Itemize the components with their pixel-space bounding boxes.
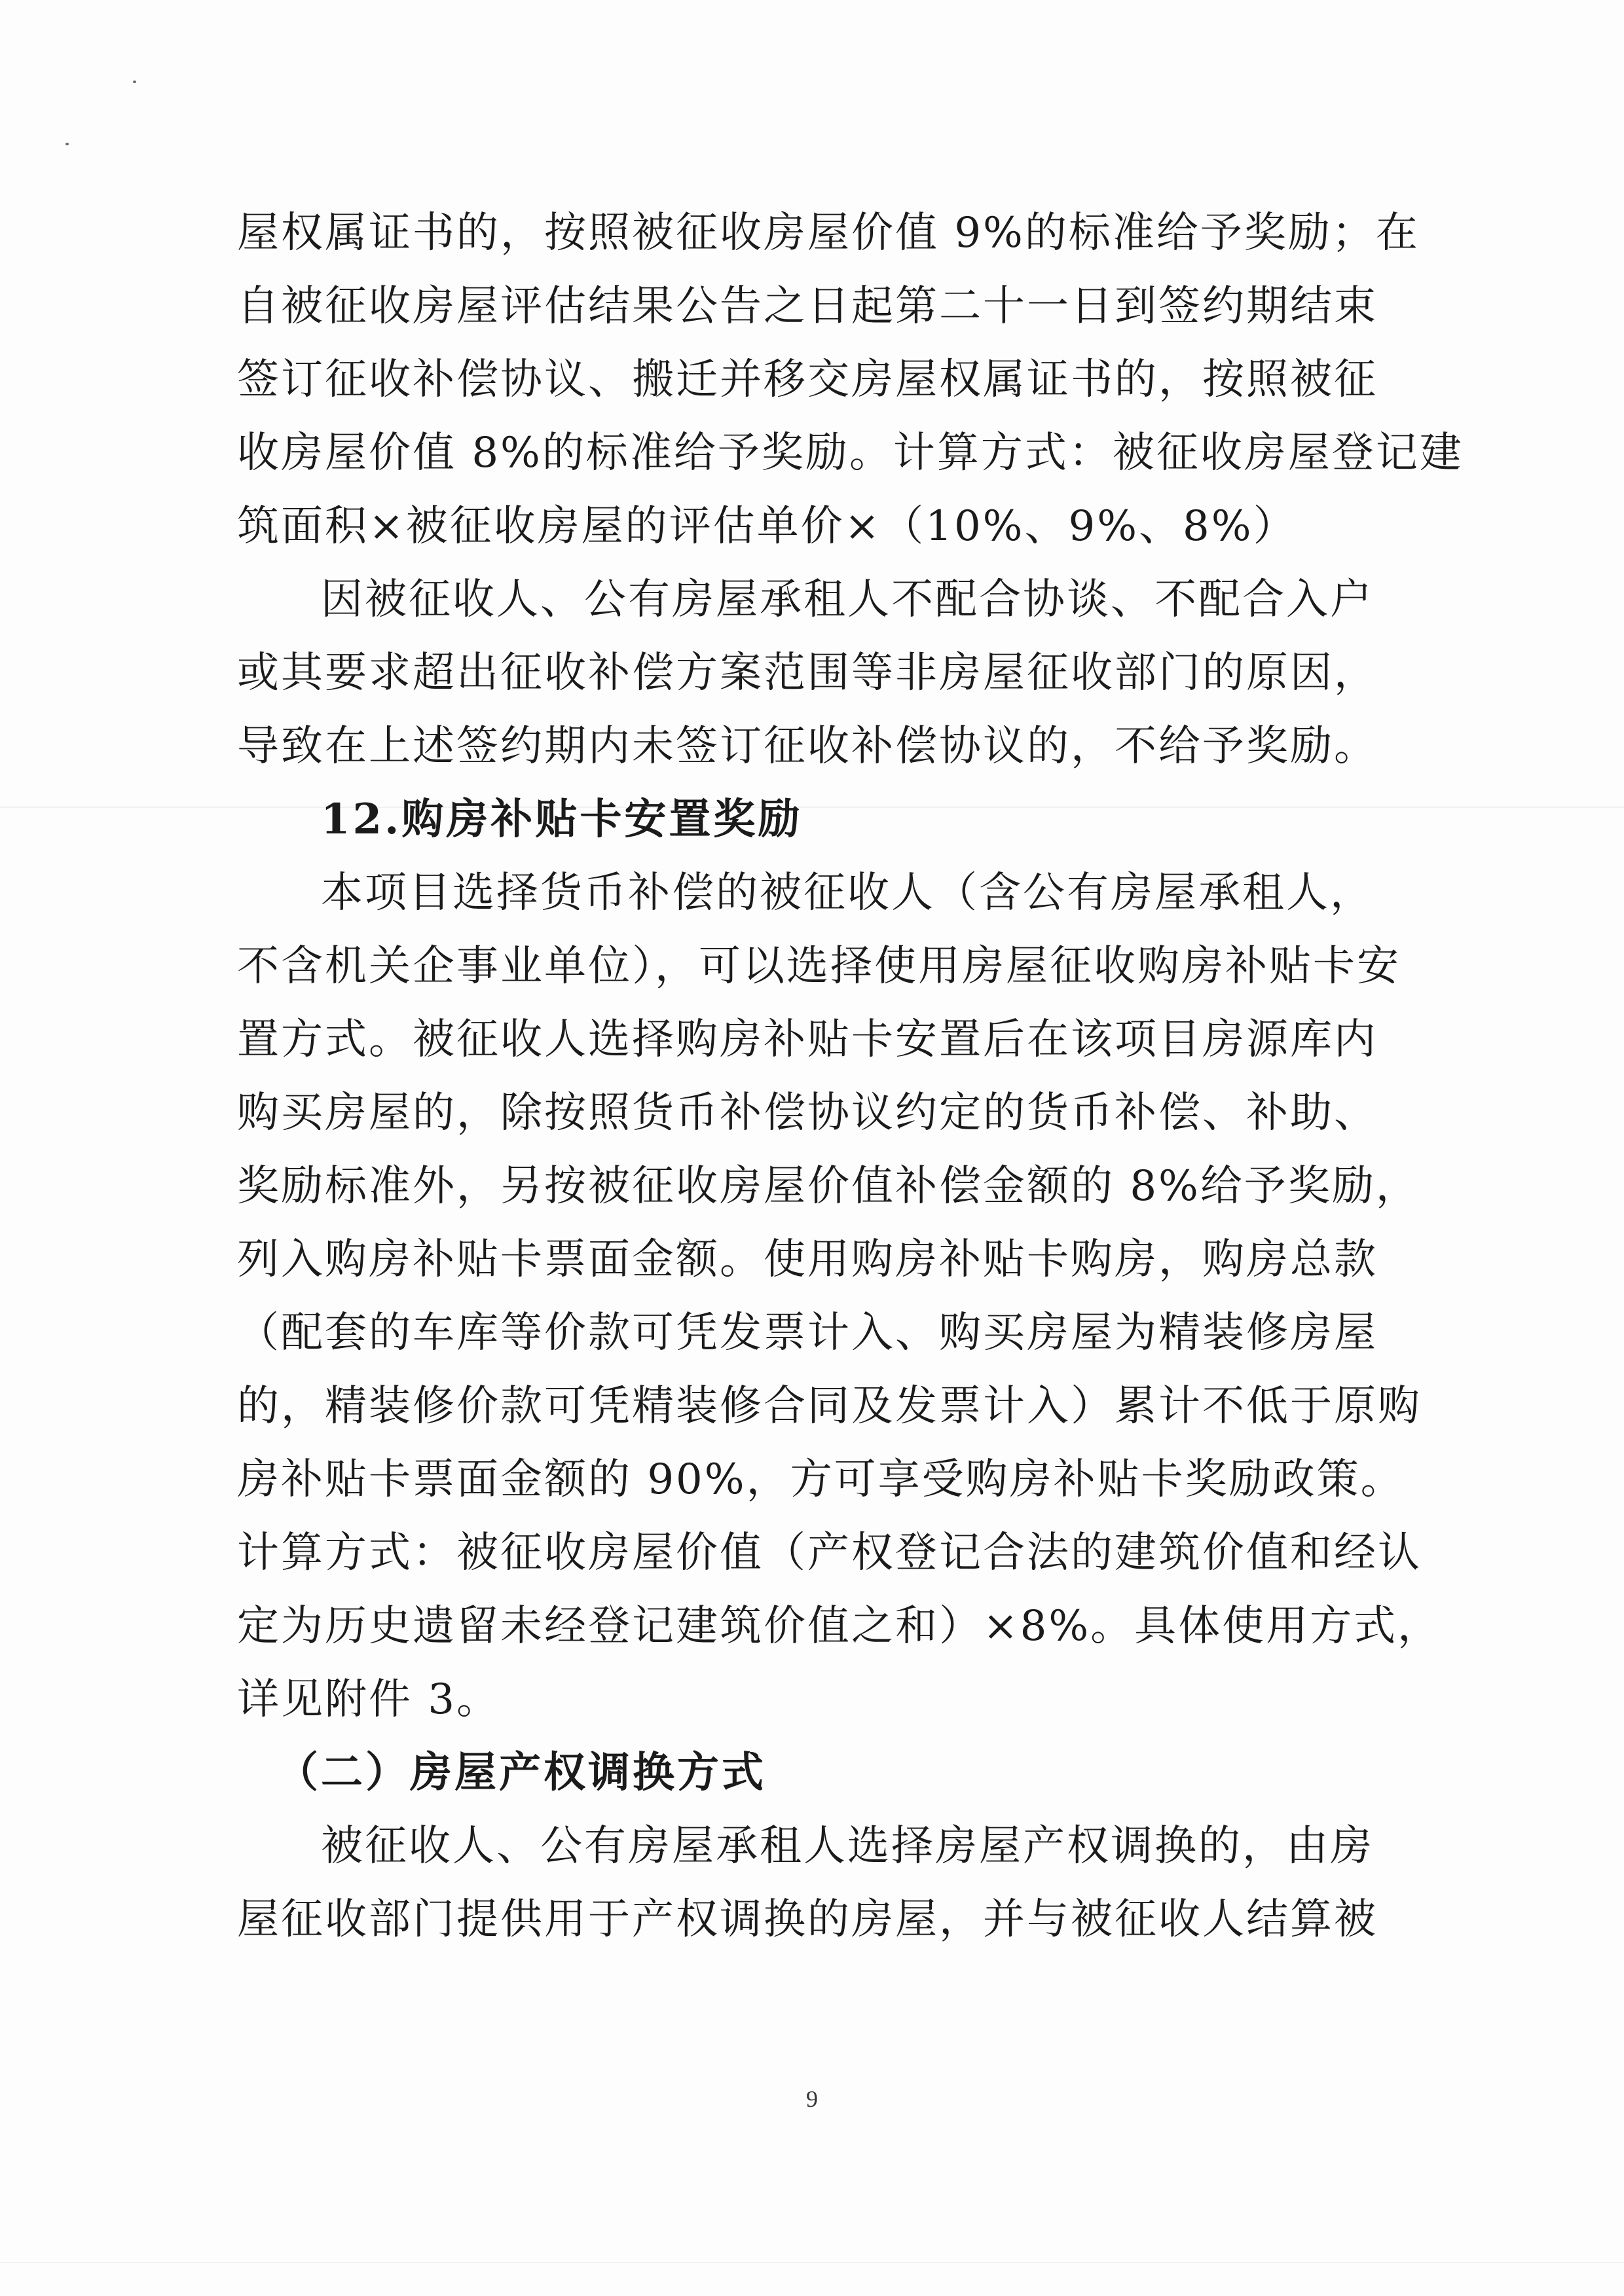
text-line: 本项目选择货币补偿的被征收人（含公有房屋承租人， [321, 869, 1374, 917]
text-line: 购买房屋的，除按照货币补偿协议约定的货币补偿、补助、 [237, 1089, 1378, 1137]
text-line: 置方式。被征收人选择购房补贴卡安置后在该项目房源库内 [237, 1015, 1378, 1064]
text-line: （配套的车库等价款可凭发票计入、购买房屋为精装修房屋 [237, 1309, 1378, 1357]
text-line: 签订征收补偿协议、搬迁并移交房屋权属证书的，按照被征 [237, 355, 1378, 404]
text-line: 被征收人、公有房屋承租人选择房屋产权调换的，由房 [321, 1822, 1374, 1870]
text-line: 列入购房补贴卡票面金额。使用购房补贴卡购房，购房总款 [237, 1235, 1378, 1284]
text-line: 或其要求超出征收补偿方案范围等非房屋征收部门的原因， [237, 649, 1378, 697]
scan-artifact-line [0, 2262, 1624, 2263]
text-line: 详见附件 3。 [237, 1675, 501, 1724]
scan-speck [133, 81, 136, 83]
text-line: 不含机关企事业单位），可以选择使用房屋征收购房补贴卡安 [237, 942, 1401, 991]
scan-speck [65, 143, 69, 145]
section-heading: （二）房屋产权调换方式 [276, 1748, 766, 1797]
text-line: 奖励标准外，另按被征收房屋价值补偿金额的 8%给予奖励， [237, 1162, 1420, 1211]
text-line: 导致在上述签约期内未签订征收补偿协议的，不给予奖励。 [237, 722, 1378, 771]
text-line: 房补贴卡票面金额的 90%，方可享受购房补贴卡奖励政策。 [237, 1455, 1405, 1504]
text-line: 自被征收房屋评估结果公告之日起第二十一日到签约期结束 [237, 282, 1378, 331]
text-line: 因被征收人、公有房屋承租人不配合协谈、不配合入户 [321, 575, 1374, 624]
section-heading: 12.购房补贴卡安置奖励 [321, 795, 803, 844]
text-line: 收房屋价值 8%的标准给予奖励。计算方式：被征收房屋登记建 [237, 429, 1464, 477]
text-line: 的，精装修价款可凭精装修合同及发票计入）累计不低于原购 [237, 1382, 1422, 1430]
text-line: 屋征收部门提供用于产权调换的房屋，并与被征收人结算被 [237, 1895, 1378, 1944]
text-line: 计算方式：被征收房屋价值（产权登记合法的建筑价值和经认 [237, 1529, 1422, 1577]
text-line: 屋权属证书的，按照被征收房屋价值 9%的标准给予奖励；在 [237, 209, 1420, 257]
text-line: 定为历史遗留未经登记建筑价值之和）×8%。具体使用方式， [237, 1602, 1442, 1650]
page-number: 9 [806, 2086, 818, 2112]
text-line: 筑面积×被征收房屋的评估单价×（10%、9%、8%） [237, 502, 1297, 551]
document-body [237, 196, 1464, 1956]
